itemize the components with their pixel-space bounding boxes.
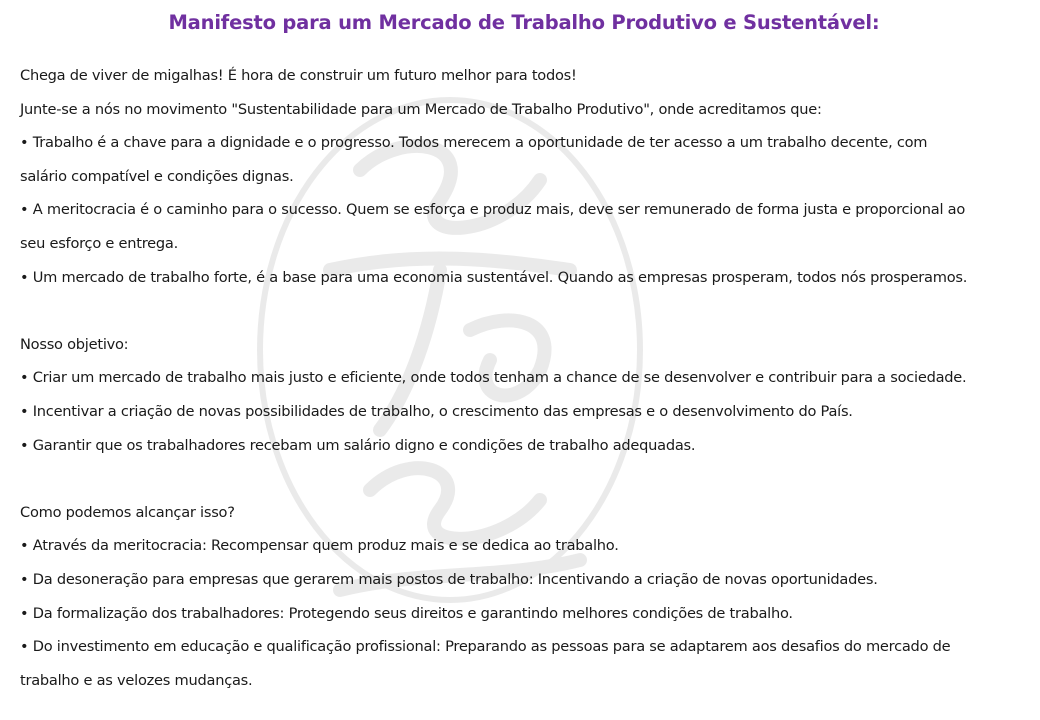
intro-line: Chega de viver de migalhas! É hora de construir um futuro melhor para todos! [20, 67, 577, 84]
manifesto-body [20, 59, 1028, 697]
objective-item: • Garantir que os trabalhadores recebam um salário digno e condições de trabalho adequadas. [20, 436, 696, 454]
how-item: • Do investimento em educação e qualificação profissional: Preparando as pessoas para se adaptarem aos desafios do mercado de [20, 638, 951, 656]
page-title: Manifesto para um Mercado de Trabalho Produtivo e Sustentável: [168, 11, 880, 34]
spacer [20, 294, 1028, 328]
how-item: • Através da meritocracia: Recompensar quem produz mais e se dedica ao trabalho. [20, 537, 619, 555]
objective-heading: Nosso objetivo: [20, 335, 129, 353]
intro-line: Junte-se a nós no movimento "Sustentabilidade para um Mercado de Trabalho Produtivo", onde acreditamos que: [20, 100, 822, 118]
objective-item: • Incentivar a criação de novas possibilidades de trabalho, o crescimento das empresas e o desenvolvimento do País. [20, 402, 853, 420]
how-item: • Da formalização dos trabalhadores: Protegendo seus direitos e garantindo melhores condições de trabalho. [20, 604, 793, 622]
objective-item: • Criar um mercado de trabalho mais justo e eficiente, onde todos tenham a chance de se desenvolver e contribuir para a sociedade. [20, 369, 967, 387]
belief-line: • A meritocracia é o caminho para o sucesso. Quem se esforça e produz mais, deve ser remunerado de forma justa e proporcional ao [20, 201, 966, 219]
belief-line: • Trabalho é a chave para a dignidade e o progresso. Todos merecem a oportunidade de ter acesso a um trabalho decente, com [20, 134, 928, 152]
belief-line: salário compatível e condições dignas. [20, 167, 294, 185]
how-item: trabalho e as velozes mudanças. [20, 671, 253, 689]
belief-line: • Um mercado de trabalho forte, é a base para uma economia sustentável. Quando as empresas prosperam, todos nós prosperamos. [20, 268, 968, 286]
how-heading: Como podemos alcançar isso? [20, 503, 235, 521]
how-item: • Da desoneração para empresas que gerarem mais postos de trabalho: Incentivando a criação de novas oportunidades. [20, 570, 878, 588]
spacer [20, 462, 1028, 496]
belief-line: seu esforço e entrega. [20, 234, 178, 252]
